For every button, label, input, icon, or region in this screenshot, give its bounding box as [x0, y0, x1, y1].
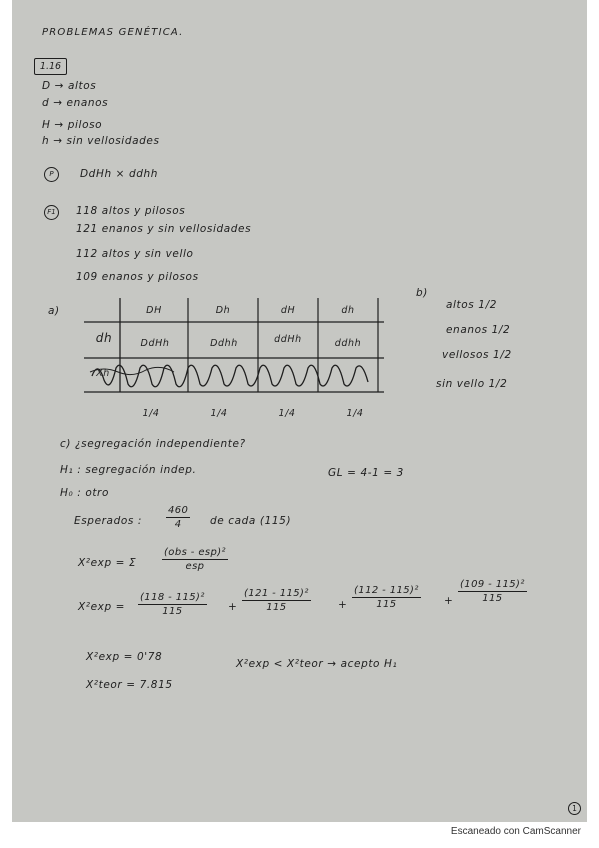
chi-exp-lhs: X²exp =	[78, 601, 126, 613]
f1-generation-marker: F1	[44, 205, 59, 220]
chi-term	[458, 579, 527, 604]
fraction-denominator: 115	[162, 606, 183, 617]
chi-formula-lhs: X²exp = Σ	[78, 557, 137, 569]
phenotype-proportion: altos 1/2	[446, 299, 497, 311]
crossed-out-row-label: Xh	[96, 368, 110, 379]
chi-exp-value: X²exp = 0'78	[86, 651, 163, 663]
fraction-denominator: 115	[376, 599, 397, 610]
part-a-label: a)	[48, 305, 60, 317]
fraction-denominator: 115	[266, 602, 287, 613]
plus-operator: +	[228, 601, 238, 613]
probability-fraction: 1/4	[142, 408, 160, 419]
p-generation-marker: P	[44, 167, 59, 182]
fraction-numerator: (109 - 115)²	[460, 579, 525, 590]
problem-number-box: 1.16	[34, 58, 67, 75]
allele-line: d → enanos	[42, 97, 109, 109]
fraction-numerator: (121 - 115)²	[244, 588, 309, 599]
fraction-denominator: 115	[482, 593, 503, 604]
fraction-numerator: (118 - 115)²	[140, 592, 205, 603]
f1-result: 118 altos y pilosos	[76, 205, 186, 217]
fraction-denominator: 4	[174, 519, 182, 530]
parental-cross: DdHh × ddhh	[80, 168, 159, 180]
chi-term	[138, 592, 207, 617]
part-c-question: c) ¿segregación independiente?	[60, 438, 246, 450]
fraction-numerator: (obs - esp)²	[164, 547, 226, 558]
expected-label: Esperados :	[74, 515, 143, 527]
allele-line: h → sin vellosidades	[42, 135, 160, 147]
chi-formula-fraction	[162, 547, 228, 572]
probability-fraction: 1/4	[346, 408, 364, 419]
probability-fraction: 1/4	[210, 408, 228, 419]
plus-operator: +	[444, 595, 454, 607]
genotype-cell: Ddhh	[210, 338, 238, 349]
page-number: 1	[568, 802, 581, 815]
part-b-label: b)	[416, 287, 428, 299]
degrees-of-freedom: GL = 4-1 = 3	[328, 467, 404, 479]
hypothesis-h0: H₀ : otro	[60, 487, 109, 499]
allele-line: H → piloso	[42, 119, 103, 131]
scanner-watermark: Escaneado con CamScanner	[450, 826, 581, 837]
page-title: PROBLEMAS GENÉTICA.	[42, 27, 184, 38]
hypothesis-h1: H₁ : segregación indep.	[60, 464, 197, 476]
column-header: Dh	[215, 305, 231, 316]
expected-tail: de cada (115)	[210, 515, 292, 527]
phenotype-proportion: vellosos 1/2	[442, 349, 512, 361]
f1-result: 121 enanos y sin vellosidades	[76, 223, 252, 235]
column-header: dh	[341, 305, 355, 316]
phenotype-proportion: enanos 1/2	[446, 324, 511, 336]
expected-fraction	[166, 505, 190, 530]
fraction-numerator: 460	[168, 505, 189, 516]
chi-teor-value: X²teor = 7.815	[86, 679, 173, 691]
scribble-out	[92, 365, 368, 387]
genotype-cell: ddhh	[334, 338, 362, 349]
fraction-denominator: esp	[185, 561, 205, 572]
genotype-cell: DdHh	[140, 338, 170, 349]
phenotype-proportion: sin vello 1/2	[436, 378, 508, 390]
plus-operator: +	[338, 599, 348, 611]
f1-result: 109 enanos y pilosos	[76, 271, 199, 283]
scanned-page	[12, 0, 587, 822]
chi-term	[352, 585, 421, 610]
column-header: DH	[146, 305, 162, 316]
fraction-numerator: (112 - 115)²	[354, 585, 419, 596]
column-header: dH	[280, 305, 296, 316]
row-header: dh	[95, 331, 113, 345]
allele-line: D → altos	[42, 80, 97, 92]
probability-fraction: 1/4	[278, 408, 296, 419]
conclusion: X²exp < X²teor → acepto H₁	[236, 658, 398, 670]
chi-term	[242, 588, 311, 613]
genotype-cell: ddHh	[274, 334, 302, 345]
f1-result: 112 altos y sin vello	[76, 248, 194, 260]
